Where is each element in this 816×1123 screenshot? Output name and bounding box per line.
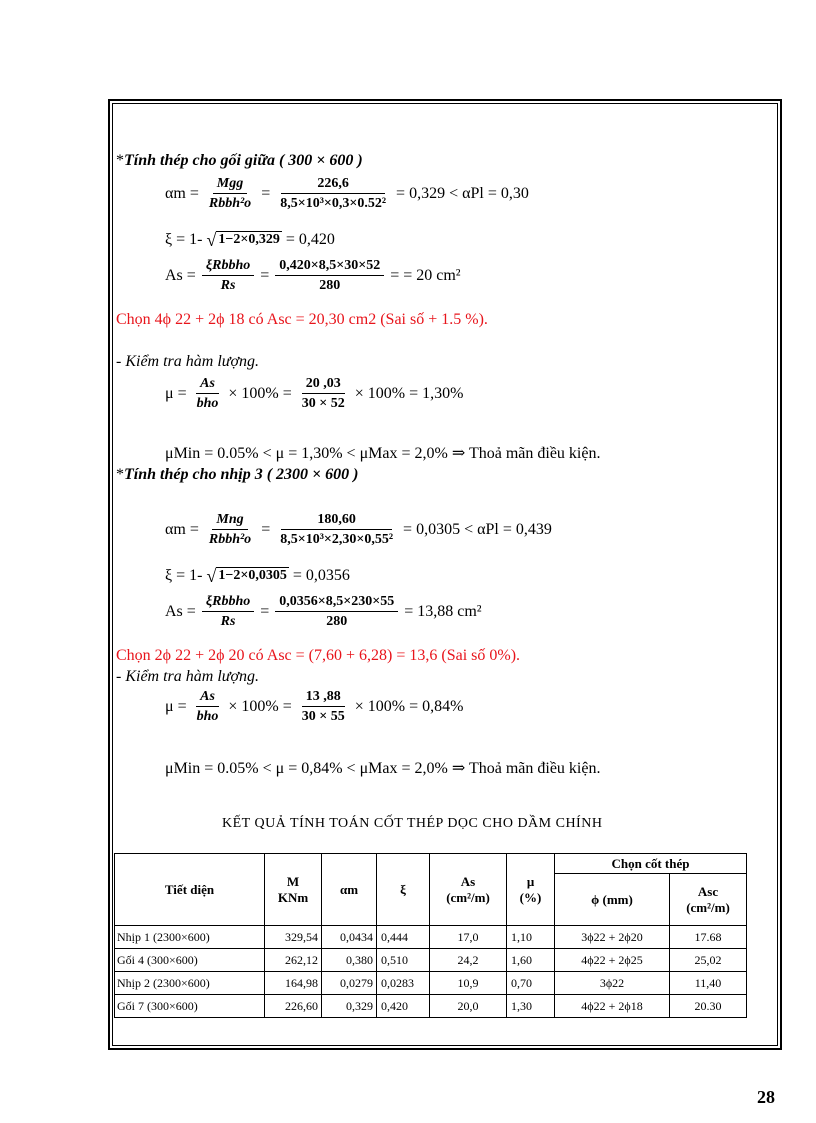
- check-ratio-label: - Kiểm tra hàm lượng.: [116, 353, 260, 370]
- alpha-equation: αm = $\frac{\text{Mng}}{\text{Rbbh²o}}$ = $\frac{180,60}{\text{8,5×10³×2,30×0,55²}}$ = 0,0305 < αPl = 0,439: [165, 512, 552, 547]
- as-equation: As = $\frac{\text{ξRbbho}}{Rs}$ = $\frac{0,420\times 8,5\times 30\times 52}{280}$ = = 20 cm²: [165, 258, 461, 293]
- check-ratio-label: - Kiểm tra hàm lượng.: [116, 668, 260, 685]
- mu-equation: μ = $\frac{As}{\text{bho}}$ × 100% = $\frac{13 ,88}{30 \times 55}$ × 100% = 0,84%: [165, 689, 464, 724]
- header-xi: ξ: [377, 854, 430, 926]
- alpha-equation: αm = $\frac{\text{Mgg}}{\text{Rbbh²o}}$ = $\frac{226,6}{\text{8,5×10³×0,3×0.52²}}$ = 0,329 < αPl = 0,30: [165, 176, 529, 211]
- results-table: [114, 853, 747, 1018]
- xi-equation: ξ = 1- √ 1−2×0,329 = 0,420: [165, 230, 335, 250]
- header-mu: μ (%): [507, 854, 555, 926]
- header-asc: Asc (cm²/m): [670, 874, 747, 926]
- header-as: As (cm²/m): [430, 854, 507, 926]
- header-tiet-dien: Tiết diện: [115, 854, 265, 926]
- ratio-condition-text: μMin = 0.05% < μ = 1,30% < μMax = 2,0% ⇒ Thoả mãn điều kiện.: [165, 445, 601, 462]
- steel-choice-text: Chọn 4ϕ 22 + 2ϕ 18 có Asc = 20,30 cm2 (Sai số + 1.5 %).: [116, 311, 488, 328]
- steel-choice-text: Chọn 2ϕ 22 + 2ϕ 20 có Asc = (7,60 + 6,28) = 13,6 (Sai số 0%).: [116, 647, 521, 664]
- mu-equation: μ = $\frac{As}{\text{bho}}$ × 100% = $\frac{20 ,03}{30 \times 52}$ × 100% = 1,30%: [165, 376, 464, 411]
- page-number: 28: [757, 1087, 775, 1107]
- header-chon-cot-thep: Chọn cốt thép: [555, 854, 747, 874]
- table-title: KẾT QUẢ TÍNH TOÁN CỐT THÉP DỌC CHO DẦM CHÍNH: [222, 816, 603, 831]
- xi-equation: ξ = 1- √ 1−2×0,0305 = 0,0356: [165, 566, 350, 586]
- table-row: Nhịp 1 (2300×600) 329,54 0,0434 0,444 17,0 1,10 3ϕ22 + 2ϕ20 17.68: [115, 926, 747, 949]
- section-heading-span: *Tính thép cho nhịp 3 ( 2300 × 600 ): [116, 466, 359, 483]
- header-phi: ϕ (mm): [555, 874, 670, 926]
- table-row: Gối 7 (300×600) 226,60 0,329 0,420 20,0 1,30 4ϕ22 + 2ϕ18 20.30: [115, 995, 747, 1018]
- header-alpha: αm: [322, 854, 377, 926]
- header-m: M KNm: [265, 854, 322, 926]
- ratio-condition-text: μMin = 0.05% < μ = 0,84% < μMax = 2,0% ⇒ Thoả mãn điều kiện.: [165, 760, 601, 777]
- table-row: Nhịp 2 (2300×600) 164,98 0,0279 0,0283 10,9 0,70 3ϕ22 11,40: [115, 972, 747, 995]
- as-equation: As = $\frac{\text{ξRbbho}}{Rs}$ = $\frac{0,0356\times 8,5\times 230\times 55}{280}$ = 13,88 cm²: [165, 594, 482, 629]
- table-row: Gối 4 (300×600) 262,12 0,380 0,510 24,2 1,60 4ϕ22 + 2ϕ25 25,02: [115, 949, 747, 972]
- section-heading-support: *Tính thép cho gối giữa ( 300 × 600 ): [116, 152, 363, 169]
